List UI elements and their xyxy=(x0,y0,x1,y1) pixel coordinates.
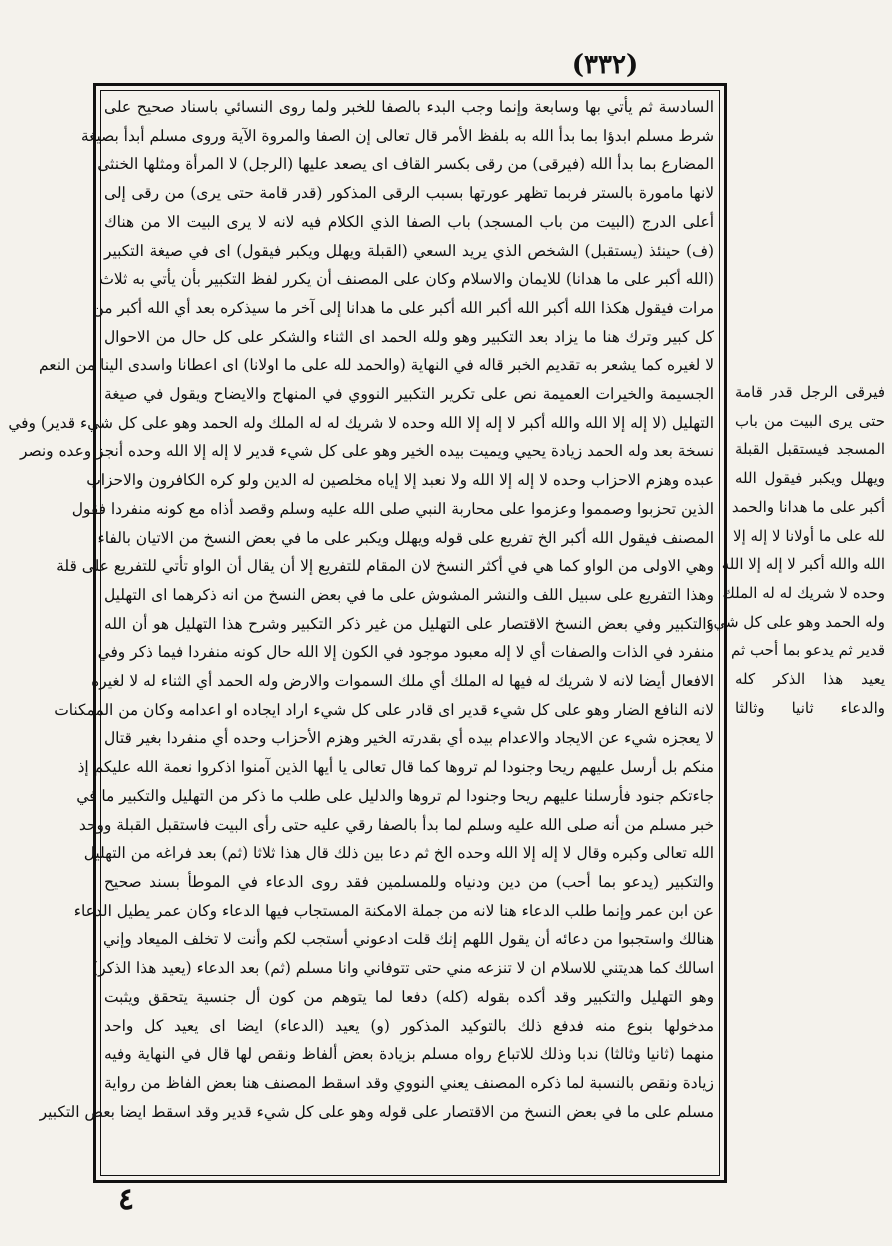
commentary-line: المصنف فيقول الله أكبر الخ تفريع على قوله ويهلل ويكبر على ما في بعض النسخ من الاتيان بالفاء xyxy=(97,528,714,547)
commentary-line: أعلى الدرج (البيت من باب المسجد) باب الصفا الذي الكلام فيه لانه لا يرى البيت الا من هناك xyxy=(104,212,714,231)
commentary-line: زيادة ونقص بالنسبة لما ذكره المصنف يعني النووي وقد اسقط المصنف هنا بعض الفاظ من رواية xyxy=(104,1073,714,1092)
margin-note-line: أكبر على ما هدانا والحمد xyxy=(731,497,885,516)
commentary-line: (ف) حينئذ (يستقبل) الشخص الذي يريد السعي (القبلة ويهلل ويكبر فيقول) اى في صيغة التكبير xyxy=(104,241,714,260)
commentary-line: لانها مامورة بالستر فربما تظهر عورتها بسبب الرقى المذكور (قدر قامة حتى يرى) من رقى إلى xyxy=(104,184,714,203)
commentary-line: والتكبير وفي بعض النسخ الاقتصار على التهليل من غير ذكر التكبير وشرح هذا التهليل هو أن الله xyxy=(104,614,714,633)
commentary-line: منكم بل أرسل عليهم ريحا وجنودا لم تروها كما قال تعالى يا أيها الذين آمنوا اذكروا نعمة الله عليكم إذ xyxy=(77,758,714,777)
commentary-line: لا يعجزه شيء عن الايجاد والاعدام بيده أي بقدرته الخير وهزم الأحزاب وحده أي منفردا بغير قتال xyxy=(104,729,714,748)
commentary-line: مرات فيقول هكذا الله أكبر الله أكبر الله أكبر على ما هدانا إلى آخر ما سيذكره بعد أي الله أكبر من xyxy=(92,298,714,317)
commentary-line: (الله أكبر على ما هدانا) للايمان والاسلام وكان على المصنف أن يكرر لفظ التكبير بأن يأتي به ثلاث xyxy=(99,270,714,289)
commentary-line: الافعال أيضا لانه لا شريك له فيها له الملك أي ملك السموات والارض وله الحمد أي الثناء له لا لغيره xyxy=(91,672,714,691)
commentary-line: عن ابن عمر وإنما طلب الدعاء هنا لانه من جملة الامكنة المستجاب فيها الدعاء وكان عمر يطيل الدعاء xyxy=(73,901,714,920)
commentary-line: عبده وهزم الاحزاب وحده لا إله إلا الله ولا نعبد إلا إياه مخلصين له الدين ولو كره الكافرون والاحزاب xyxy=(86,471,714,490)
margin-note-line: ويهلل ويكبر فيقول الله xyxy=(735,469,885,488)
margin-note-line: الله والله أكبر لا إله إلا الله xyxy=(721,555,885,574)
commentary-line: منهما (ثانيا وثالثا) ندبا وذلك للاتباع رواه مسلم بزيادة بعض ألفاظ ونقص لها قال في النهاية وفيه xyxy=(104,1045,714,1064)
margin-note-line: المسجد فيستقبل القبلة xyxy=(735,440,885,459)
commentary-line: التهليل (لا إله إلا الله والله أكبر لا إله إلا الله وحده لا شريك له له الملك وله الحمد وهو على كل شيء قدير) وفي xyxy=(8,413,714,432)
margin-note-line: حتى يرى البيت من باب xyxy=(735,411,885,430)
commentary-line: والتكبير (يدعو بما أحب) من دين ودنياه وللمسلمين فقد روى الدعاء في الموطأ بسند صحيح xyxy=(104,872,714,891)
commentary-line: نسخة بعد وله الحمد زيادة يحيي ويميت بيده الخير وهو على كل شيء قدير لا إله إلا الله وحده أنجز وعده ونصر xyxy=(20,442,714,461)
margin-note-line: يعيد هذا الذكر كله xyxy=(735,670,885,689)
commentary-line: وهذا التفريع على سبيل اللف والنشر المشوش على ما في بعض النسخ من انه ذكرهما اى التهليل xyxy=(104,585,714,604)
margin-note-line: والدعاء ثانيا وثالثا xyxy=(735,698,885,717)
margin-note-line: وحده لا شريك له له الملك xyxy=(722,583,885,602)
commentary-line: مدخولها بنوع منه فدفع ذلك بالتوكيد المذكور (و) يعيد (الدعاء) ايضا اى يعيد كل واحد xyxy=(104,1016,714,1035)
footer-signature-mark: ٤ xyxy=(117,1182,135,1217)
commentary-line: وهي الاولى من الواو كما هي في أكثر النسخ لان المقام للتفريع إلا أن يقال أن الواو تأتي للتفريع على قلة xyxy=(56,557,714,576)
margin-note-line: فيرقى الرجل قدر قامة xyxy=(735,383,885,401)
commentary-line: مسلم على ما في بعض النسخ من الاقتصار على قوله وهو على كل شيء قدير وقد اسقط ايضا بعض التكبير xyxy=(39,1102,714,1121)
commentary-line: منفرد في الذات والصفات أي لا إله معبود موجود في الكون إلا الله حال كونه منفردا فيما ذكر وفي xyxy=(97,643,714,662)
commentary-line: وهو التهليل والتكبير وقد أكده بقوله (كله) دفعا لما يتوهم من كون أل جنسية يتحقق ويثبت xyxy=(104,987,714,1006)
page-number: (٣٣٢) xyxy=(571,50,639,80)
commentary-line: هنالك واستجبوا من دعائه أن يقول اللهم إنك قلت ادعوني أستجب لكم وأنت لا تخلف الميعاد وإني xyxy=(102,930,714,949)
commentary-line: المضارع بما بدأ الله (فيرقى) من رقى بكسر القاف اى يصعد عليها (الرجل) لا المرأة ومثلها الخنثى xyxy=(97,155,714,174)
margin-note-line: وله الحمد وهو على كل شيء xyxy=(706,612,885,631)
main-commentary-text xyxy=(8,93,718,1168)
commentary-line: خبر مسلم من أنه صلى الله عليه وسلم لما بدأ بالصفا رقي عليه حتى رأى البيت فاستقبل القبلة ووحد xyxy=(78,815,714,834)
margin-note-line: لله على ما أولانا لا إله إلا xyxy=(733,526,885,545)
commentary-line: لانه النافع الضار وهو على كل شيء قدير اى قادر على كل شيء اراد ايجاده او اعدامه وكان من الممكنات xyxy=(54,700,714,719)
commentary-line: الذين تحزبوا وصمموا وعزموا على محاربة النبي صلى الله عليه وسلم وقصد أذاه مع كونه منفردا فقول xyxy=(71,499,714,518)
commentary-line: السادسة ثم يأتي بها وسابعة وإنما وجب البدء بالصفا للخبر ولما روى النسائي باسناد صحيح على xyxy=(104,98,714,116)
commentary-line: لا لغيره كما يشعر به تقديم الخبر قاله في النهاية (والحمد لله على ما اولانا) اى اعطانا واسدى الينا من النعم xyxy=(39,356,714,375)
commentary-line: الجسيمة والخيرات العميمة نص على تكرير التكبير النووي في المنهاج والايضاح ويقول في صيغة xyxy=(104,385,714,404)
margin-matn-text xyxy=(706,378,885,722)
commentary-line: شرط مسلم ابدؤا بما بدأ الله به بلفظ الأمر قال تعالى إن الصفا والمروة الآية وروى مسلم أبدأ بصيغة xyxy=(80,126,714,145)
commentary-line: كل كبير وترك هنا ما يزاد بعد التكبير وهو ولله الحمد اى الثناء والشكر على كل حال من الاحوال xyxy=(104,327,714,346)
commentary-line: اسالك كما هديتني للاسلام ان لا تنزعه مني حتى تتوفاني وانا مسلم (ثم) بعد الدعاء (يعيد هذا الذكر) xyxy=(92,959,714,978)
commentary-line: جاءتكم جنود فأرسلنا عليهم ريحا وجنودا لم تروها والدليل على طلب ما ذكر من التهليل والتكبير ما في xyxy=(76,786,714,805)
commentary-line: الله تعالى وكبره وقال لا إله إلا الله وحده الخ ثم دعا بين ذلك قال هذا ثلاثا (ثم) بعد فراغه من التهليل xyxy=(83,844,714,863)
margin-note-line: قدير ثم يدعو بما أحب ثم xyxy=(731,641,885,660)
